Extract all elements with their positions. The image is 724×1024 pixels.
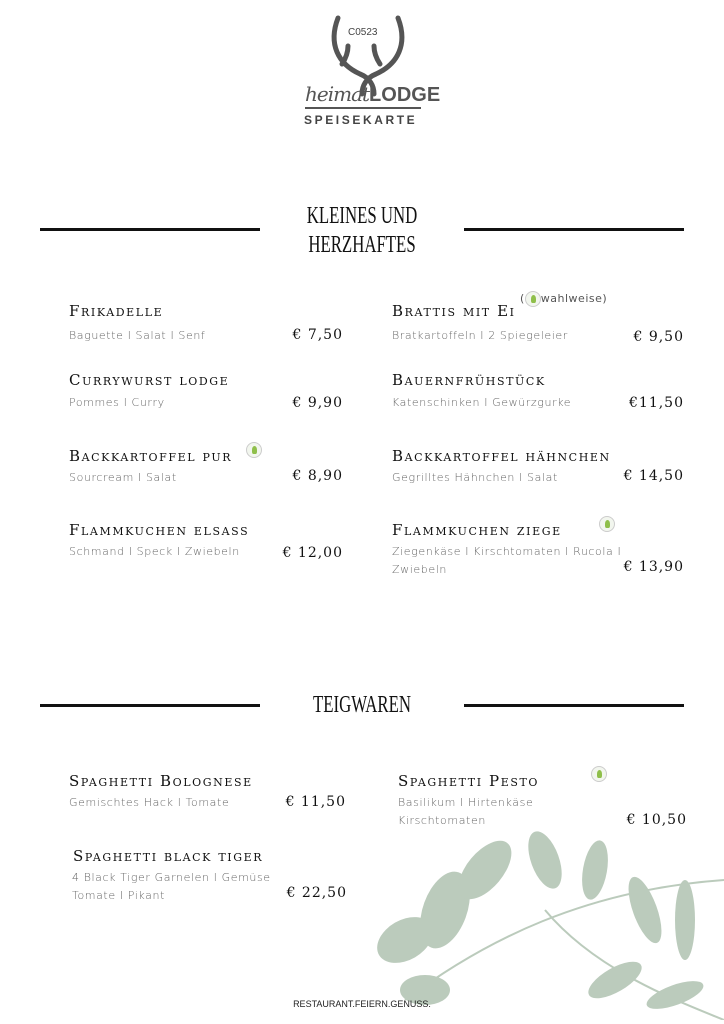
item-desc: Pommes I Curry xyxy=(69,396,165,409)
leaf-decoration-icon xyxy=(345,820,724,1020)
item-name: Flammkuchen elsass xyxy=(69,521,250,539)
item-desc: Basilikum I Hirtenkäse Kirschtomaten xyxy=(398,796,534,827)
item-price: € 22,50 xyxy=(286,885,347,901)
item-desc: 4 Black Tiger Garnelen I Gemüse Tomate I Pikant xyxy=(72,871,271,902)
item-name: Flammkuchen ziege xyxy=(392,521,562,539)
item-price: € 13,90 xyxy=(623,559,684,575)
item-price: € 12,00 xyxy=(282,545,343,561)
footer-tagline: RESTAURANT.FEIERN.GENUSS. xyxy=(293,999,431,1009)
section-title: KLEINES UND HERZHAFTES xyxy=(306,203,418,258)
item-name: Spaghetti Pesto xyxy=(398,772,540,790)
item-desc: Baguette I Salat I Senf xyxy=(69,329,206,342)
item-name: Spaghetti black tiger xyxy=(73,847,264,865)
divider xyxy=(40,704,260,707)
vegetarian-icon xyxy=(591,766,607,782)
item-desc: Bratkartoffeln I 2 Spiegeleier xyxy=(392,329,568,342)
item-desc: Katenschinken I Gewürzgurke xyxy=(392,396,572,409)
item-price: € 11,50 xyxy=(285,794,346,810)
item-price: €11,50 xyxy=(629,395,684,411)
item-desc: Schmand I Speck I Zwiebeln xyxy=(69,545,240,558)
vegetarian-icon xyxy=(525,291,541,307)
vegetarian-icon xyxy=(599,516,615,532)
item-price: € 8,90 xyxy=(292,468,343,484)
item-desc: Gemischtes Hack I Tomate xyxy=(69,796,230,809)
logo-divider xyxy=(305,107,421,109)
item-desc: Ziegenkäse I Kirschtomaten I Rucola I Zwiebeln xyxy=(392,545,622,576)
item-name: Frikadelle xyxy=(69,302,164,320)
item-price: € 7,50 xyxy=(292,327,343,343)
logo-wordmark: heimatLODGE xyxy=(305,82,441,106)
divider xyxy=(464,704,684,707)
divider xyxy=(464,228,684,231)
item-price: € 9,50 xyxy=(633,329,684,345)
menu-code: C0523 xyxy=(348,27,378,38)
item-price: € 10,50 xyxy=(626,812,687,828)
item-desc: Gegrilltes Hähnchen I Salat xyxy=(392,471,558,484)
item-name: Backkartoffel pur xyxy=(69,447,233,465)
item-name: Brattis mit Ei xyxy=(392,302,516,320)
menu-subtitle: SPEISEKARTE xyxy=(304,113,418,127)
item-name: Currywurst lodge xyxy=(69,371,230,389)
item-price: € 9,90 xyxy=(292,395,343,411)
item-name: Backkartoffel hähnchen xyxy=(392,447,611,465)
item-price: € 14,50 xyxy=(623,468,684,484)
item-name: Spaghetti Bolognese xyxy=(69,772,253,790)
divider xyxy=(40,228,260,231)
item-desc: Sourcream I Salat xyxy=(69,471,177,484)
vegetarian-icon xyxy=(246,442,262,458)
optional-note: ( wahlweise) xyxy=(520,292,608,305)
item-name: Bauernfrühstück xyxy=(392,371,546,389)
section-title: TEIGWAREN xyxy=(313,692,411,718)
